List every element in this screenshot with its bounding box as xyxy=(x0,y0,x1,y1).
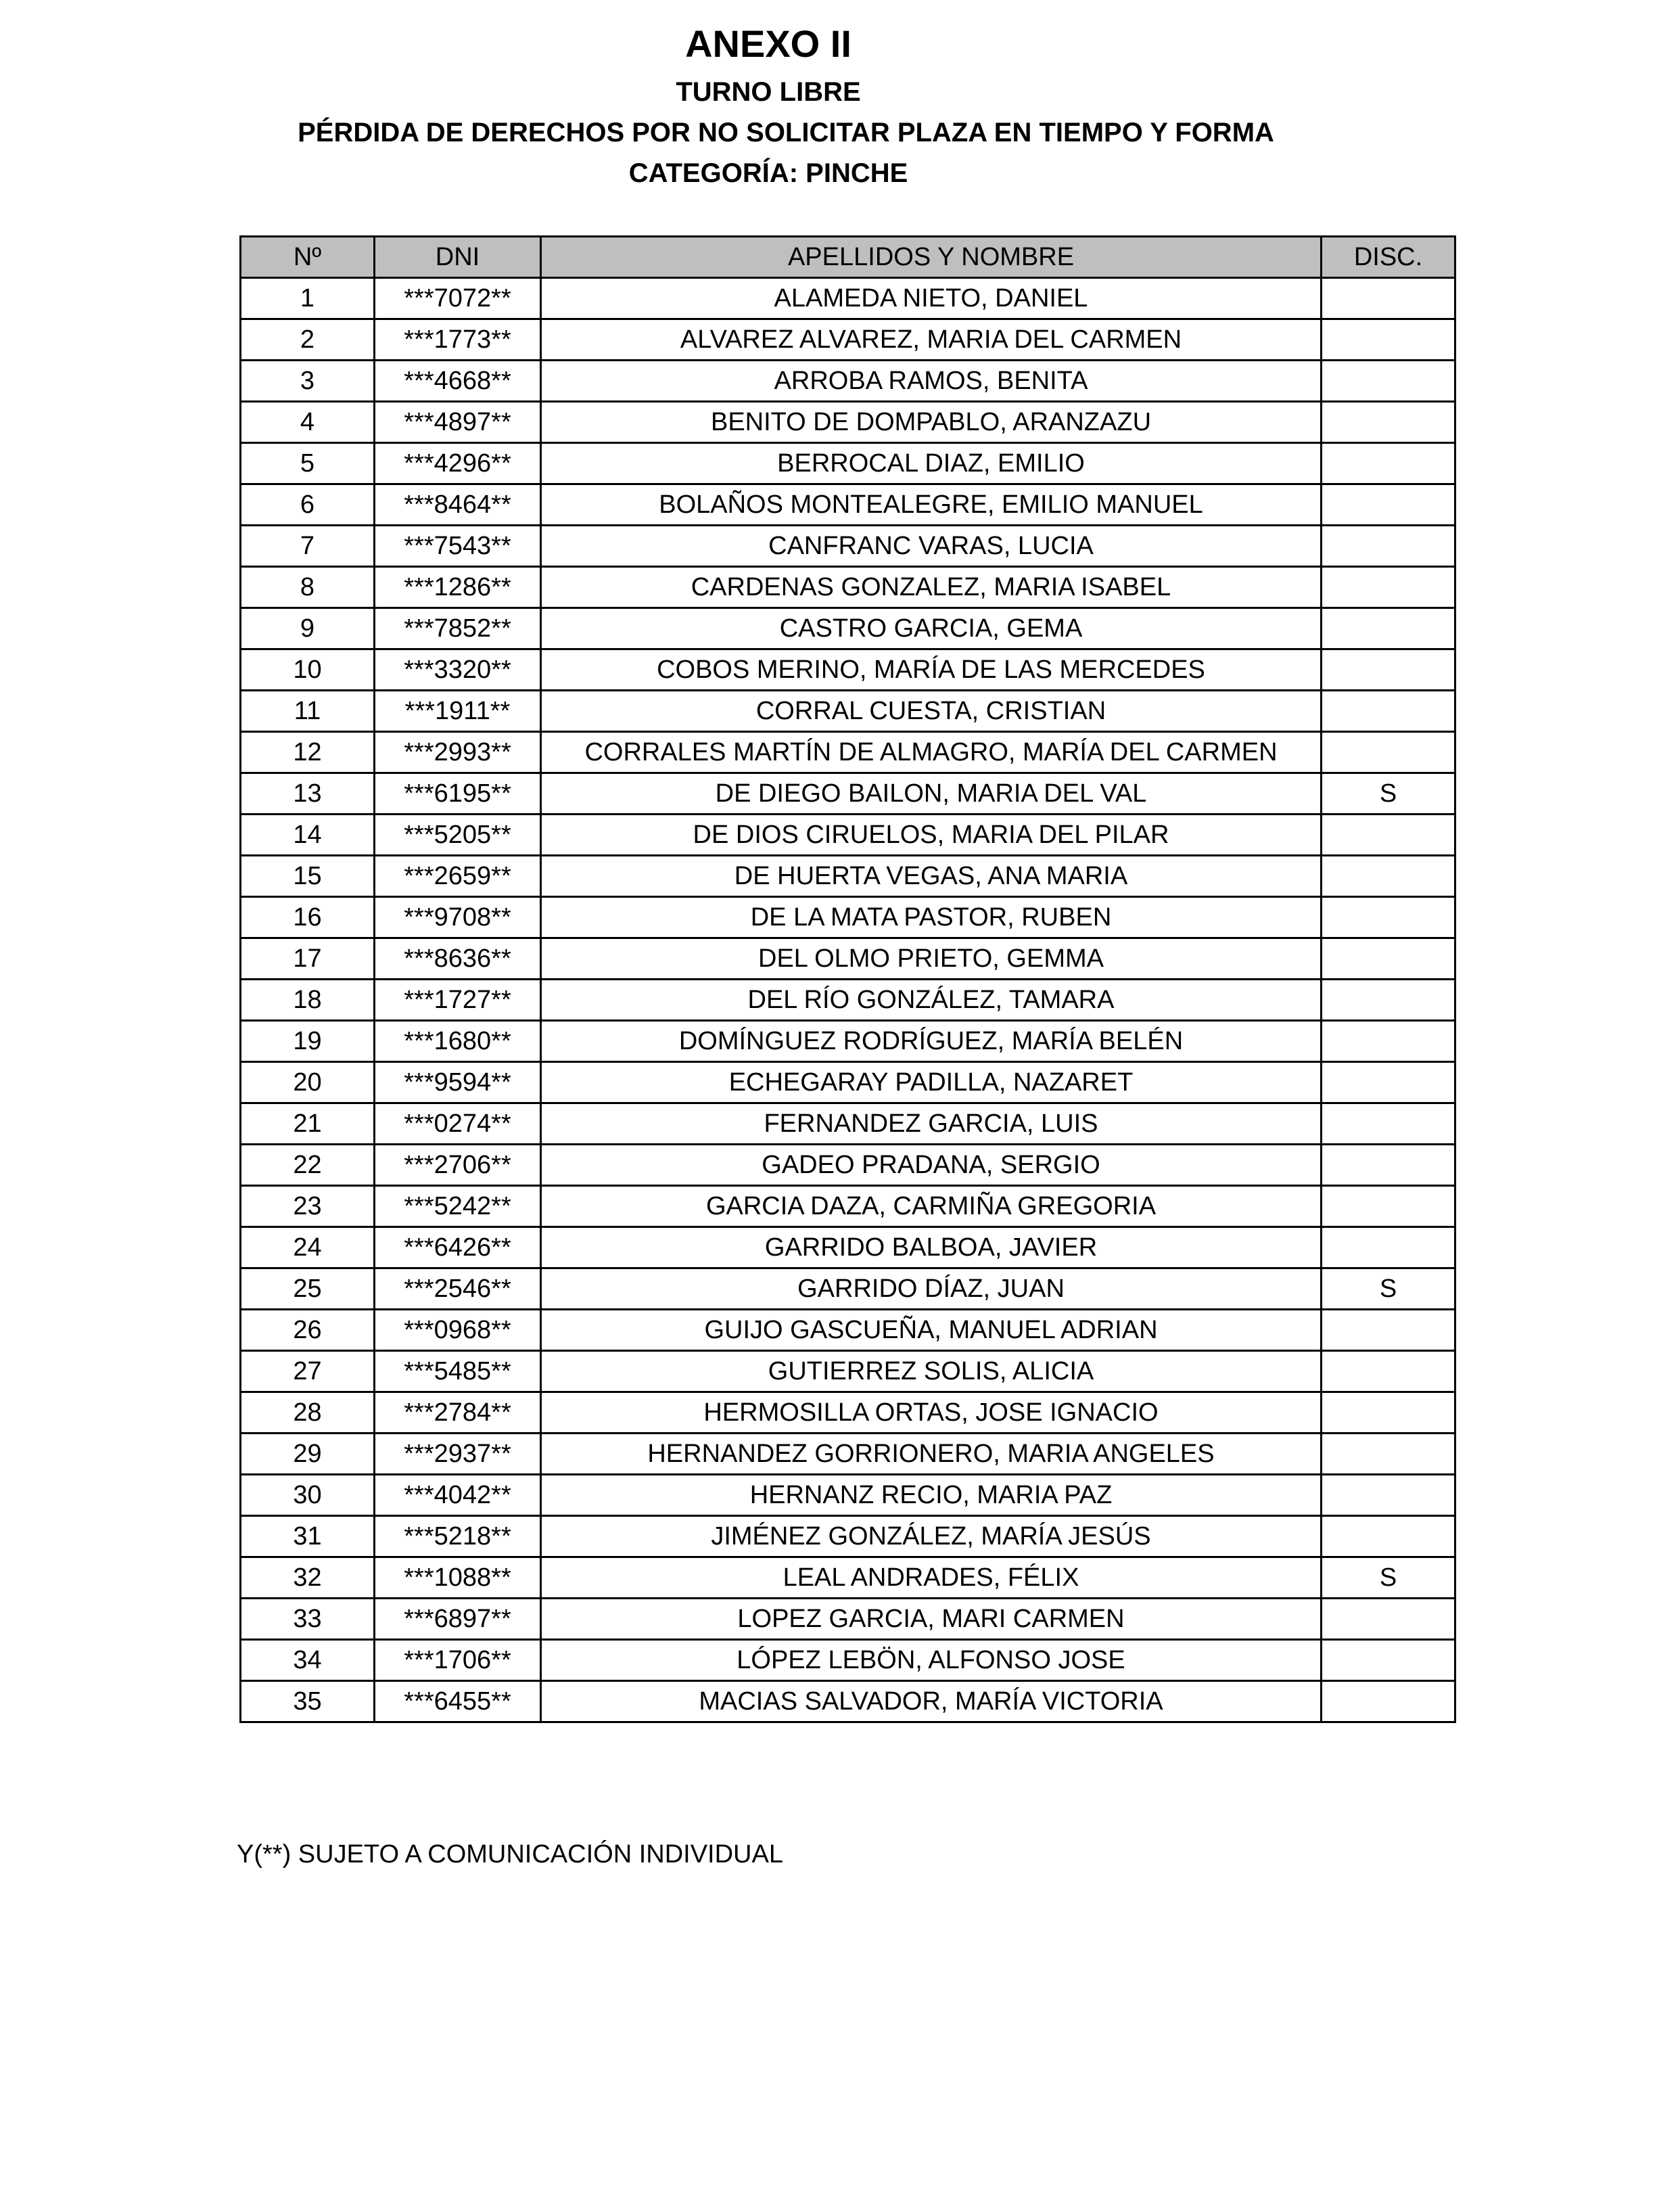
table-row xyxy=(241,1021,1455,1062)
cell-dni: ***7072** xyxy=(375,278,541,319)
table-row xyxy=(241,443,1455,484)
cell-num: 4 xyxy=(241,402,375,443)
table-row xyxy=(241,1640,1455,1681)
cell-num: 24 xyxy=(241,1227,375,1268)
table-row xyxy=(241,484,1455,526)
cell-name: DE HUERTA VEGAS, ANA MARIA xyxy=(541,856,1322,897)
cell-num: 25 xyxy=(241,1268,375,1310)
cell-dni: ***2784** xyxy=(375,1392,541,1434)
cell-dni: ***4042** xyxy=(375,1475,541,1516)
cell-disc xyxy=(1322,1392,1455,1434)
cell-name: HERNANZ RECIO, MARIA PAZ xyxy=(541,1475,1322,1516)
cell-num: 9 xyxy=(241,608,375,649)
column-header-name: APELLIDOS Y NOMBRE xyxy=(541,237,1322,278)
cell-name: CORRAL CUESTA, CRISTIAN xyxy=(541,691,1322,732)
cell-dni: ***2659** xyxy=(375,856,541,897)
cell-disc xyxy=(1322,1021,1455,1062)
cell-dni: ***6426** xyxy=(375,1227,541,1268)
cell-name: LOPEZ GARCIA, MARI CARMEN xyxy=(541,1599,1322,1640)
table-row xyxy=(241,319,1455,361)
cell-name: DE DIEGO BAILON, MARIA DEL VAL xyxy=(541,773,1322,815)
table-row xyxy=(241,608,1455,649)
table-row xyxy=(241,361,1455,402)
cell-num: 31 xyxy=(241,1516,375,1557)
table-row xyxy=(241,897,1455,938)
cell-disc xyxy=(1322,1310,1455,1351)
cell-dni: ***1911** xyxy=(375,691,541,732)
table-row xyxy=(241,856,1455,897)
cell-dni: ***1286** xyxy=(375,567,541,608)
table-row xyxy=(241,1268,1455,1310)
cell-dni: ***1706** xyxy=(375,1640,541,1681)
cell-num: 12 xyxy=(241,732,375,773)
cell-num: 3 xyxy=(241,361,375,402)
subtitle-heading: PÉRDIDA DE DERECHOS POR NO SOLICITAR PLAZA EN TIEMPO Y FORMA xyxy=(298,118,1274,147)
column-header-num: Nº xyxy=(241,237,375,278)
cell-dni: ***2546** xyxy=(375,1268,541,1310)
cell-num: 27 xyxy=(241,1351,375,1392)
cell-dni: ***2993** xyxy=(375,732,541,773)
table-row xyxy=(241,732,1455,773)
cell-dni: ***0274** xyxy=(375,1103,541,1145)
table-row xyxy=(241,773,1455,815)
cell-num: 19 xyxy=(241,1021,375,1062)
cell-disc xyxy=(1322,1062,1455,1103)
cell-name: DOMÍNGUEZ RODRÍGUEZ, MARÍA BELÉN xyxy=(541,1021,1322,1062)
cell-dni: ***6897** xyxy=(375,1599,541,1640)
cell-name: COBOS MERINO, MARÍA DE LAS MERCEDES xyxy=(541,649,1322,691)
cell-disc xyxy=(1322,1599,1455,1640)
table-row xyxy=(241,1186,1455,1227)
table-row xyxy=(241,938,1455,980)
column-header-disc: DISC. xyxy=(1322,237,1455,278)
cell-disc xyxy=(1322,1103,1455,1145)
table-body xyxy=(241,278,1455,1722)
cell-name: LÓPEZ LEBÖN, ALFONSO JOSE xyxy=(541,1640,1322,1681)
cell-dni: ***9708** xyxy=(375,897,541,938)
cell-num: 13 xyxy=(241,773,375,815)
table-row xyxy=(241,278,1455,319)
cell-disc: S xyxy=(1322,1557,1455,1599)
cell-dni: ***5205** xyxy=(375,815,541,856)
cell-num: 30 xyxy=(241,1475,375,1516)
cell-num: 7 xyxy=(241,526,375,567)
cell-num: 8 xyxy=(241,567,375,608)
table-row xyxy=(241,1434,1455,1475)
cell-disc xyxy=(1322,484,1455,526)
cell-disc: S xyxy=(1322,773,1455,815)
cell-num: 14 xyxy=(241,815,375,856)
cell-name: BENITO DE DOMPABLO, ARANZAZU xyxy=(541,402,1322,443)
cell-name: CORRALES MARTÍN DE ALMAGRO, MARÍA DEL CARMEN xyxy=(541,732,1322,773)
cell-num: 11 xyxy=(241,691,375,732)
cell-name: GARRIDO BALBOA, JAVIER xyxy=(541,1227,1322,1268)
document-title: ANEXO II xyxy=(685,22,851,65)
cell-num: 34 xyxy=(241,1640,375,1681)
cell-name: GADEO PRADANA, SERGIO xyxy=(541,1145,1322,1186)
cell-num: 1 xyxy=(241,278,375,319)
cell-num: 17 xyxy=(241,938,375,980)
cell-dni: ***9594** xyxy=(375,1062,541,1103)
table-header-row xyxy=(241,237,1455,278)
cell-name: HERNANDEZ GORRIONERO, MARIA ANGELES xyxy=(541,1434,1322,1475)
cell-name: JIMÉNEZ GONZÁLEZ, MARÍA JESÚS xyxy=(541,1516,1322,1557)
cell-dni: ***1773** xyxy=(375,319,541,361)
cell-dni: ***5218** xyxy=(375,1516,541,1557)
cell-name: DE DIOS CIRUELOS, MARIA DEL PILAR xyxy=(541,815,1322,856)
table-row xyxy=(241,691,1455,732)
cell-name: ALVAREZ ALVAREZ, MARIA DEL CARMEN xyxy=(541,319,1322,361)
cell-num: 22 xyxy=(241,1145,375,1186)
table-row xyxy=(241,526,1455,567)
category-heading: CATEGORÍA: PINCHE xyxy=(628,158,908,188)
table-row xyxy=(241,815,1455,856)
footer-note: Y(**) SUJETO A COMUNICACIÓN INDIVIDUAL xyxy=(237,1840,783,1869)
cell-dni: ***1088** xyxy=(375,1557,541,1599)
table-row xyxy=(241,1475,1455,1516)
cell-name: ALAMEDA NIETO, DANIEL xyxy=(541,278,1322,319)
cell-num: 2 xyxy=(241,319,375,361)
cell-disc xyxy=(1322,1640,1455,1681)
cell-name: CASTRO GARCIA, GEMA xyxy=(541,608,1322,649)
cell-dni: ***3320** xyxy=(375,649,541,691)
cell-num: 20 xyxy=(241,1062,375,1103)
table-row xyxy=(241,649,1455,691)
table-row xyxy=(241,1062,1455,1103)
cell-name: GARRIDO DÍAZ, JUAN xyxy=(541,1268,1322,1310)
cell-name: FERNANDEZ GARCIA, LUIS xyxy=(541,1103,1322,1145)
cell-name: ARROBA RAMOS, BENITA xyxy=(541,361,1322,402)
cell-disc xyxy=(1322,1434,1455,1475)
table-row xyxy=(241,402,1455,443)
cell-name: DEL RÍO GONZÁLEZ, TAMARA xyxy=(541,980,1322,1021)
cell-dni: ***5242** xyxy=(375,1186,541,1227)
cell-disc xyxy=(1322,897,1455,938)
cell-name: DE LA MATA PASTOR, RUBEN xyxy=(541,897,1322,938)
cell-disc xyxy=(1322,1145,1455,1186)
turno-heading: TURNO LIBRE xyxy=(676,77,861,107)
cell-disc xyxy=(1322,402,1455,443)
cell-dni: ***8464** xyxy=(375,484,541,526)
table-row xyxy=(241,1516,1455,1557)
cell-dni: ***6455** xyxy=(375,1681,541,1722)
cell-num: 16 xyxy=(241,897,375,938)
cell-disc xyxy=(1322,1227,1455,1268)
cell-disc xyxy=(1322,278,1455,319)
table-row xyxy=(241,1145,1455,1186)
cell-name: CANFRANC VARAS, LUCIA xyxy=(541,526,1322,567)
cell-name: LEAL ANDRADES, FÉLIX xyxy=(541,1557,1322,1599)
cell-dni: ***1680** xyxy=(375,1021,541,1062)
cell-disc xyxy=(1322,815,1455,856)
cell-num: 28 xyxy=(241,1392,375,1434)
cell-dni: ***2706** xyxy=(375,1145,541,1186)
table-row xyxy=(241,1103,1455,1145)
cell-disc xyxy=(1322,938,1455,980)
cell-num: 23 xyxy=(241,1186,375,1227)
cell-disc xyxy=(1322,732,1455,773)
cell-dni: ***4897** xyxy=(375,402,541,443)
cell-name: BOLAÑOS MONTEALEGRE, EMILIO MANUEL xyxy=(541,484,1322,526)
cell-num: 10 xyxy=(241,649,375,691)
cell-num: 21 xyxy=(241,1103,375,1145)
cell-name: GUTIERREZ SOLIS, ALICIA xyxy=(541,1351,1322,1392)
cell-dni: ***5485** xyxy=(375,1351,541,1392)
cell-name: CARDENAS GONZALEZ, MARIA ISABEL xyxy=(541,567,1322,608)
cell-dni: ***1727** xyxy=(375,980,541,1021)
cell-disc xyxy=(1322,1516,1455,1557)
cell-name: DEL OLMO PRIETO, GEMMA xyxy=(541,938,1322,980)
cell-num: 5 xyxy=(241,443,375,484)
cell-name: MACIAS SALVADOR, MARÍA VICTORIA xyxy=(541,1681,1322,1722)
cell-num: 32 xyxy=(241,1557,375,1599)
cell-disc xyxy=(1322,443,1455,484)
cell-dni: ***8636** xyxy=(375,938,541,980)
cell-disc xyxy=(1322,649,1455,691)
cell-name: HERMOSILLA ORTAS, JOSE IGNACIO xyxy=(541,1392,1322,1434)
cell-name: GARCIA DAZA, CARMIÑA GREGORIA xyxy=(541,1186,1322,1227)
cell-dni: ***2937** xyxy=(375,1434,541,1475)
table-row xyxy=(241,980,1455,1021)
column-header-dni: DNI xyxy=(375,237,541,278)
cell-disc xyxy=(1322,567,1455,608)
table-row xyxy=(241,1599,1455,1640)
cell-disc xyxy=(1322,526,1455,567)
table-row xyxy=(241,1310,1455,1351)
cell-num: 35 xyxy=(241,1681,375,1722)
table-row xyxy=(241,1351,1455,1392)
cell-disc xyxy=(1322,1186,1455,1227)
cell-num: 26 xyxy=(241,1310,375,1351)
cell-dni: ***7852** xyxy=(375,608,541,649)
cell-disc xyxy=(1322,608,1455,649)
table-row xyxy=(241,1557,1455,1599)
cell-num: 18 xyxy=(241,980,375,1021)
candidates-table xyxy=(239,235,1456,1723)
cell-name: ECHEGARAY PADILLA, NAZARET xyxy=(541,1062,1322,1103)
cell-name: GUIJO GASCUEÑA, MANUEL ADRIAN xyxy=(541,1310,1322,1351)
table-row xyxy=(241,1392,1455,1434)
cell-dni: ***7543** xyxy=(375,526,541,567)
cell-disc xyxy=(1322,1475,1455,1516)
cell-num: 15 xyxy=(241,856,375,897)
cell-dni: ***6195** xyxy=(375,773,541,815)
cell-dni: ***4668** xyxy=(375,361,541,402)
cell-disc xyxy=(1322,856,1455,897)
table-row xyxy=(241,1681,1455,1722)
cell-num: 29 xyxy=(241,1434,375,1475)
cell-name: BERROCAL DIAZ, EMILIO xyxy=(541,443,1322,484)
cell-num: 33 xyxy=(241,1599,375,1640)
table-row xyxy=(241,1227,1455,1268)
cell-disc xyxy=(1322,319,1455,361)
cell-disc: S xyxy=(1322,1268,1455,1310)
cell-disc xyxy=(1322,361,1455,402)
cell-disc xyxy=(1322,1681,1455,1722)
cell-num: 6 xyxy=(241,484,375,526)
table-row xyxy=(241,567,1455,608)
cell-disc xyxy=(1322,1351,1455,1392)
cell-disc xyxy=(1322,980,1455,1021)
cell-dni: ***0968** xyxy=(375,1310,541,1351)
cell-disc xyxy=(1322,691,1455,732)
cell-dni: ***4296** xyxy=(375,443,541,484)
